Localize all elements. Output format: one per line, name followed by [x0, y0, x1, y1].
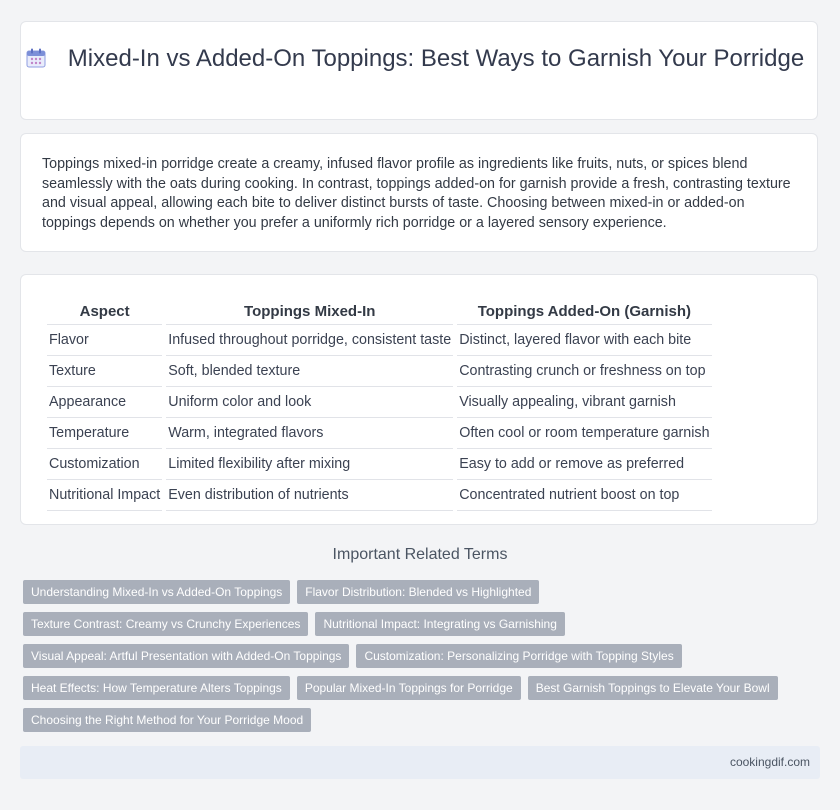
- row-mixed-in: Warm, integrated flavors: [166, 418, 453, 449]
- row-added-on: Distinct, layered flavor with each bite: [457, 325, 711, 356]
- table-row: [47, 418, 712, 449]
- row-aspect: Customization: [47, 449, 162, 480]
- title-card: [20, 21, 818, 120]
- table-row: [47, 449, 712, 480]
- comparison-card: [20, 274, 818, 525]
- table-row: [47, 356, 712, 387]
- related-term-tag[interactable]: Flavor Distribution: Blended vs Highlighted: [297, 580, 539, 604]
- row-mixed-in: Even distribution of nutrients: [166, 480, 453, 511]
- row-aspect: Texture: [47, 356, 162, 387]
- header-aspect: Aspect: [47, 296, 162, 325]
- page-title: [21, 44, 817, 74]
- calendar-icon: [26, 48, 46, 68]
- table-row: [47, 387, 712, 418]
- row-added-on: Often cool or room temperature garnish: [457, 418, 711, 449]
- related-term-tag[interactable]: Popular Mixed-In Toppings for Porridge: [297, 676, 521, 700]
- related-term-tag[interactable]: Nutritional Impact: Integrating vs Garnishing: [315, 612, 564, 636]
- related-terms-heading: Important Related Terms: [332, 546, 508, 563]
- row-aspect: Temperature: [47, 418, 162, 449]
- row-aspect: Appearance: [47, 387, 162, 418]
- related-term-tag[interactable]: Customization: Personalizing Porridge with Topping Styles: [356, 644, 681, 668]
- row-added-on: Contrasting crunch or freshness on top: [457, 356, 711, 387]
- row-added-on: Visually appealing, vibrant garnish: [457, 387, 711, 418]
- related-term-tag[interactable]: Understanding Mixed-In vs Added-On Toppings: [23, 580, 290, 604]
- row-mixed-in: Uniform color and look: [166, 387, 453, 418]
- intro-card: [20, 133, 818, 252]
- footer-site-link[interactable]: cookingdif.com: [729, 755, 810, 769]
- header-added-on: Toppings Added-On (Garnish): [457, 296, 711, 325]
- row-mixed-in: Limited flexibility after mixing: [166, 449, 453, 480]
- related-term-tag[interactable]: Best Garnish Toppings to Elevate Your Bowl: [528, 676, 778, 700]
- related-terms-list: [23, 580, 823, 740]
- row-mixed-in: Soft, blended texture: [166, 356, 453, 387]
- footer: [20, 746, 820, 779]
- related-term-tag[interactable]: Visual Appeal: Artful Presentation with Added-On Toppings: [23, 644, 349, 668]
- table-row: [47, 480, 712, 511]
- related-term-tag[interactable]: Texture Contrast: Creamy vs Crunchy Experiences: [23, 612, 308, 636]
- row-aspect: Nutritional Impact: [47, 480, 162, 511]
- header-mixed-in: Toppings Mixed-In: [166, 296, 453, 325]
- row-mixed-in: Infused throughout porridge, consistent taste: [166, 325, 453, 356]
- related-term-tag[interactable]: Heat Effects: How Temperature Alters Toppings: [23, 676, 290, 700]
- comparison-table: [43, 296, 716, 511]
- related-term-tag[interactable]: Choosing the Right Method for Your Porridge Mood: [23, 708, 311, 732]
- intro-paragraph: Toppings mixed-in porridge create a creamy, infused flavor profile as ingredients like fruits, nuts, or spices blend seamlessly with the oats during cooking. In contrast, toppings added-on for garnish provide a fresh, contrasting texture and visual appeal, allowing each bite to deliver distinct bursts of taste. Choosing between mixed-in or added-on toppings depends on whether you prefer a uniformly rich porridge or a layered sensory experience.: [42, 156, 791, 231]
- table-row: [47, 325, 712, 356]
- row-aspect: Flavor: [47, 325, 162, 356]
- page-title-text: Mixed-In vs Added-On Toppings: Best Ways to Garnish Your Porridge: [67, 45, 805, 72]
- row-added-on: Concentrated nutrient boost on top: [457, 480, 711, 511]
- row-added-on: Easy to add or remove as preferred: [457, 449, 711, 480]
- table-header-row: [47, 296, 712, 325]
